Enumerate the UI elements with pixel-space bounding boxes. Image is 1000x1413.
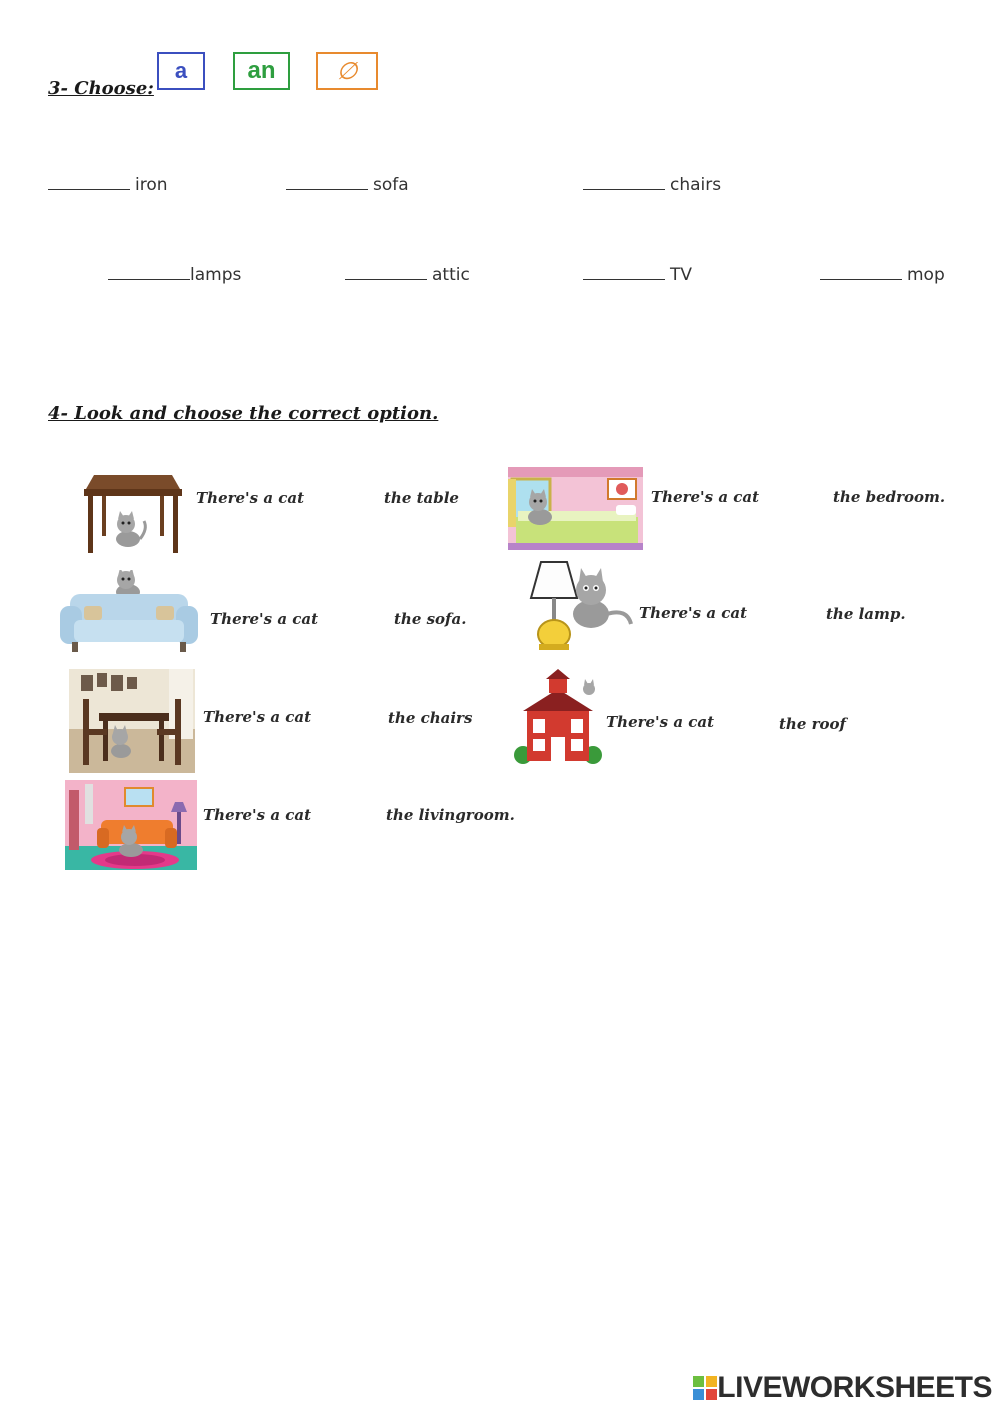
blank-item	[345, 265, 470, 285]
blank-item	[286, 175, 409, 195]
sentence-start: There's a cat	[210, 610, 319, 628]
word-label: chairs	[670, 175, 722, 195]
sentence-end: the table	[384, 489, 459, 507]
lamp-cat-image	[525, 560, 639, 660]
blank-item	[820, 265, 945, 285]
answer-blank[interactable]	[583, 265, 665, 280]
answer-blank[interactable]	[820, 265, 902, 280]
option-an-button[interactable]: an	[233, 52, 290, 90]
roof-cat-image	[513, 667, 603, 767]
blank-item	[583, 175, 721, 195]
sentence-end: the lamp.	[826, 605, 906, 623]
sentence-end: the roof	[779, 715, 846, 733]
word-label: lamps	[190, 265, 242, 285]
sentence-start: There's a cat	[203, 708, 312, 726]
blank-item	[48, 175, 168, 195]
sentence-start: There's a cat	[639, 604, 748, 622]
livingroom-cat-image	[65, 780, 197, 870]
sentence-end: the bedroom.	[833, 488, 946, 506]
answer-blank[interactable]	[286, 175, 368, 190]
word-label: mop	[907, 265, 945, 285]
sentence-start: There's a cat	[196, 489, 305, 507]
blank-item	[108, 265, 241, 285]
liveworksheets-logo	[693, 1371, 992, 1405]
answer-blank[interactable]	[345, 265, 427, 280]
blank-item	[583, 265, 692, 285]
bedroom-cat-image	[508, 467, 643, 550]
word-label: sofa	[373, 175, 409, 195]
section-3-title: 3- Choose:	[48, 78, 154, 99]
sentence-start: There's a cat	[606, 713, 715, 731]
sentence-end: the sofa.	[394, 610, 467, 628]
option-a-button[interactable]: a	[157, 52, 205, 90]
logo-text: LIVEWORKSHEETS	[717, 1371, 992, 1404]
section-4-title: 4- Look and choose the correct option.	[48, 403, 439, 424]
answer-blank[interactable]	[48, 175, 130, 190]
liveworksheets-icon	[693, 1376, 717, 1400]
sentence-start: There's a cat	[651, 488, 760, 506]
sofa-cat-image	[58, 570, 200, 656]
answer-blank[interactable]	[108, 265, 190, 280]
sentence-start: There's a cat	[203, 806, 312, 824]
table-cat-image	[80, 473, 186, 555]
sentence-end: the chairs	[388, 709, 473, 727]
option-zero-button[interactable]: ∅	[316, 52, 378, 90]
sentence-end: the livingroom.	[386, 806, 515, 824]
answer-blank[interactable]	[583, 175, 665, 190]
word-label: TV	[670, 265, 693, 285]
word-label: iron	[135, 175, 168, 195]
word-label: attic	[432, 265, 470, 285]
chairs-cat-image	[69, 669, 195, 773]
